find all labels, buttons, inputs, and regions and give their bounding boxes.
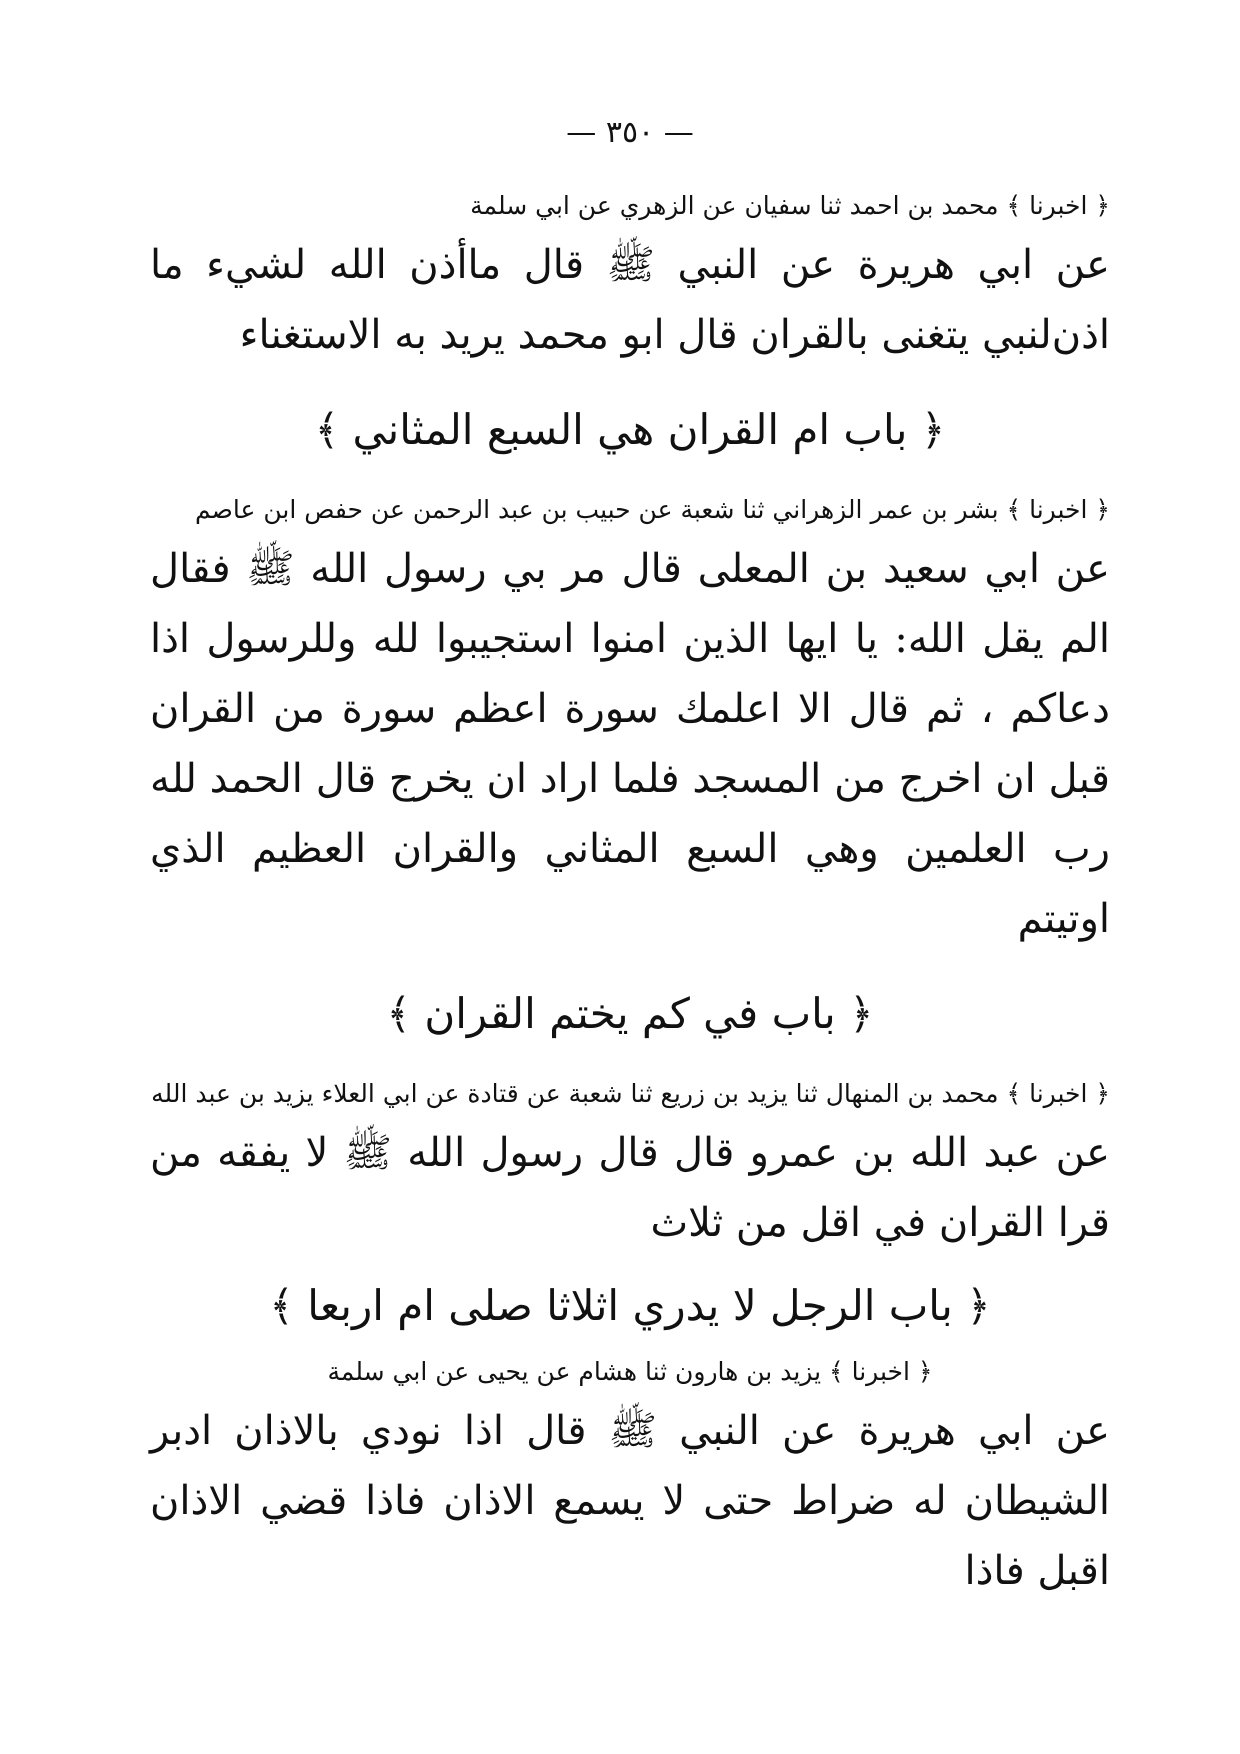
chapter-heading-2: ﴿ باب في كم يختم القران ﴾	[386, 989, 874, 1038]
page-number: — ٣٥٠ —	[566, 115, 694, 150]
hadith-text-1: عن ابي هريرة عن النبي ﷺ قال ماأذن الله لشيء ما اذن‌لنبي يتغنى بالقران قال ابو محمد يريد به الاستغناء	[150, 242, 1110, 358]
hadith-text-2: عن ابي سعيد بن المعلى قال مر بي رسول الله ﷺ فقال الم يقل الله: يا ايها الذين امنوا استجيبوا لله وللرسول اذا دعاكم ، ثم قال الا اعلمك سورة اعظم سورة من القران قبل ان اخرج من المسجد فلما اراد ان يخرج قال الحمد لله رب العلمين وهي السبع المثاني والقران العظيم الذي اوتيتم	[150, 546, 1111, 942]
isnad-3: ﴿ اخبرنا ﴾ محمد بن المنهال ثنا يزيد بن زريع ثنا شعبة عن قتادة عن ابي العلاء يزيد بن عبد الله	[151, 1079, 1110, 1108]
chapter-heading-3: ﴿ باب الرجل لا يدري اثلاثا صلى ام اربعا ﴾	[269, 1281, 991, 1330]
isnad-2: ﴿ اخبرنا ﴾ بشر بن عمر الزهراني ثنا شعبة عن حبيب بن عبد الرحمن عن حفص ابن عاصم	[195, 495, 1110, 524]
chapter-heading-1: ﴿ باب ام القران هي السبع المثاني ﴾	[314, 405, 946, 454]
hadith-text-3: عن عبد الله بن عمرو قال قال رسول الله ﷺ لا يفقه من قرا القران في اقل من ثلاث	[150, 1130, 1110, 1246]
isnad-1: ﴿ اخبرنا ﴾ محمد بن احمد ثنا سفيان عن الزهري عن ابي سلمة	[470, 191, 1110, 220]
hadith-text-4: عن ابي هريرة عن النبي ﷺ قال اذا نودي بالاذان ادبر الشيطان له ضراط حتى لا يسمع الاذان فاذا قضي الاذان اقبل فاذا	[150, 1408, 1110, 1594]
isnad-4: ﴿ اخبرنا ﴾ يزيد بن هارون ثنا هشام عن يحيى عن ابي سلمة	[327, 1357, 933, 1386]
